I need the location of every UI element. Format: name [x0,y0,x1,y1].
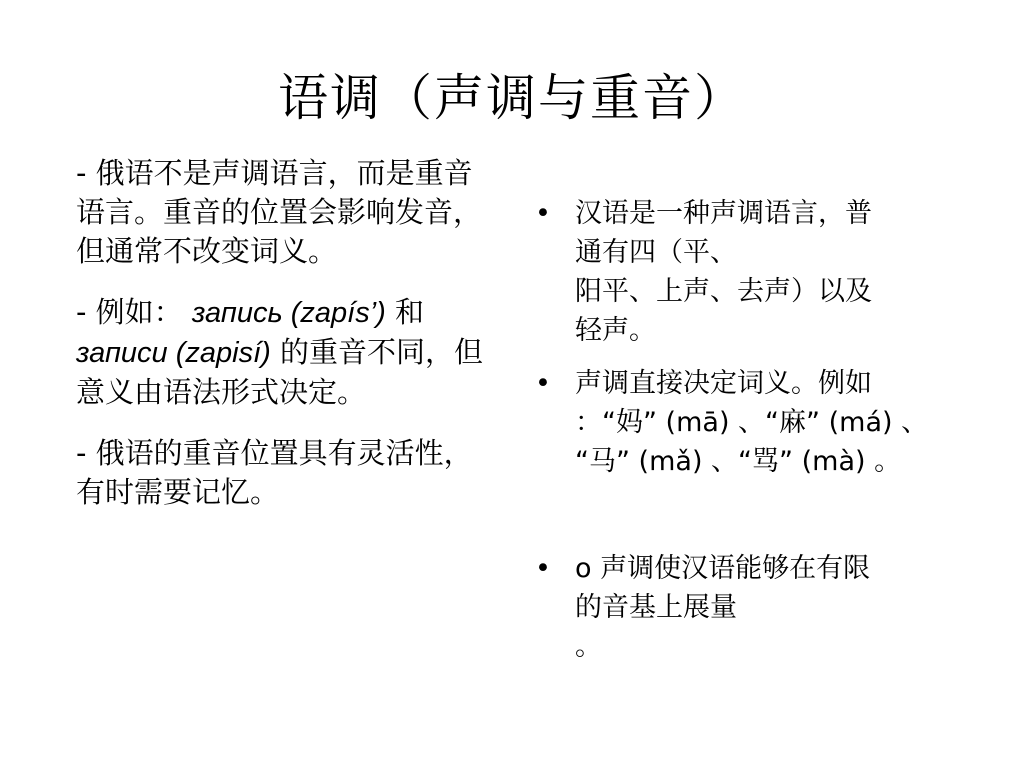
russian-word-2: записи (zapisí) [76,337,271,369]
bullet-1-line-1: 汉语是一种声调语言，普 [575,198,872,229]
left-paragraph-2 [76,293,488,412]
bullet-item-1 [535,194,955,350]
slide-title: 语调（声调与重音） [278,69,746,127]
bullet-3-line-2: 的音基上展量 [575,592,737,623]
example-suffix: 的重音不同，但意义由语法形式决定。 [76,335,484,409]
example-conjunction: 和 [385,295,425,329]
example-prefix: - 例如： [76,295,192,329]
bullet-2-line-1: 声调直接决定词义。例如 [575,368,872,399]
bullet-item-3 [535,549,955,666]
left-paragraph-3: - 俄语的重音位置具有灵活性，有时需要记忆。 [76,436,473,509]
bullet-1-line-3: 阳平、上声、去声）以及 [575,276,872,307]
bullet-icon: • [535,368,551,399]
bullet-icon: • [535,553,551,584]
left-paragraph-1: - 俄语不是声调语言，而是重音语言。重音的位置会影响发音，但通常不改变词义。 [76,156,483,268]
right-column [535,194,955,666]
bullet-1-line-2: 通有四（平、 [575,237,737,268]
russian-word-1: запись (zapís’) [191,297,386,329]
bullet-2-line-3: “马” (mǎ) 、“骂” (mà) 。 [575,446,902,477]
bullet-3-line-3: 。 [575,631,602,662]
left-column [76,154,488,534]
bullet-1-line-4: 轻声。 [575,315,656,346]
bullet-3-line-1: o 声调使汉语能够在有限 [575,553,871,584]
bullet-icon: • [535,198,551,229]
bullet-item-2 [535,364,955,481]
bullet-2-line-2: ：“妈” (mā) 、“麻” (má) 、 [575,407,929,438]
